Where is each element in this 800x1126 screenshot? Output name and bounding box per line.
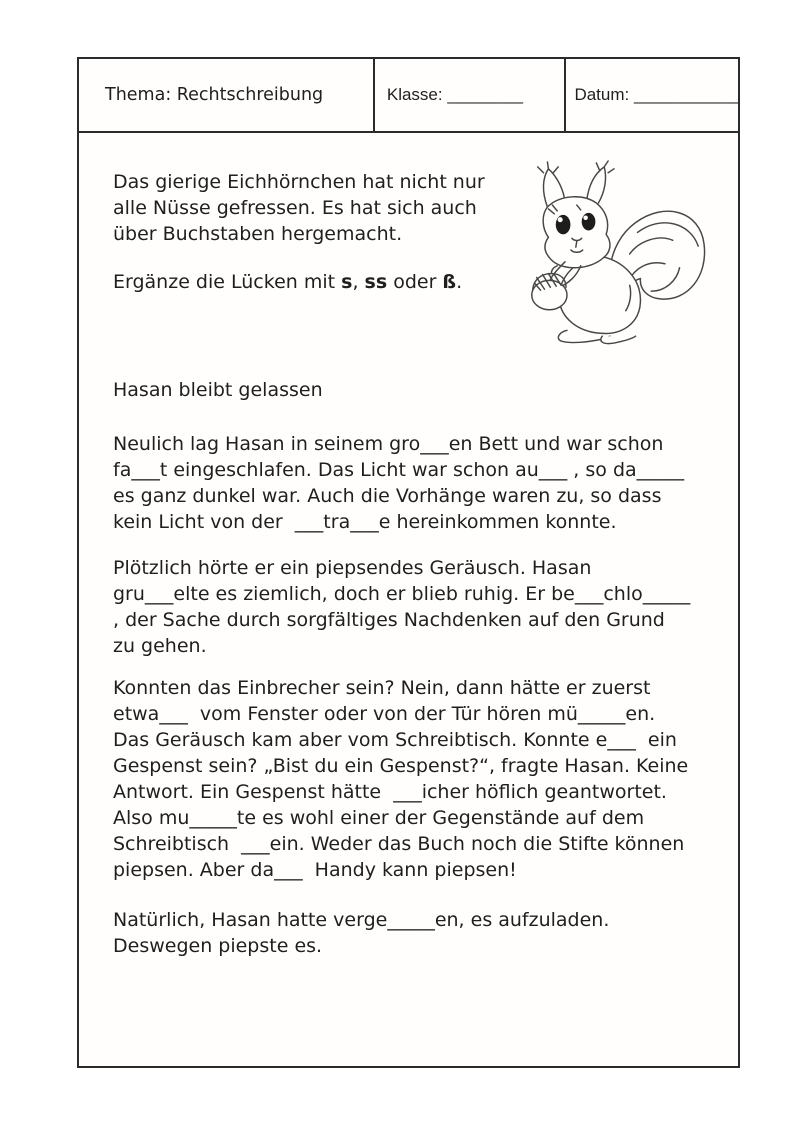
worksheet-page (77, 57, 740, 1068)
option-ss: ss (364, 271, 388, 293)
option-eszett: ß (442, 271, 457, 293)
header-cell-datum (564, 59, 738, 131)
text-line: Antwort. Ein Gespenst hätte ___icher höflich geantwortet. (113, 781, 667, 803)
text-line: Also mu_____te es wohl einer der Gegenstände auf dem (113, 807, 645, 829)
story-title: Hasan bleibt gelassen (113, 379, 323, 401)
story-paragraph-4 (113, 907, 738, 959)
header-cell-klasse (373, 59, 565, 131)
instruction-text: , (352, 271, 365, 293)
story-paragraph-3 (113, 675, 738, 883)
squirrel-illustration (515, 160, 713, 346)
option-s: s (341, 271, 353, 293)
text-line: etwa___ vom Fenster oder von der Tür hören mü_____en. (113, 703, 656, 725)
klasse-label: Klasse: (386, 85, 448, 104)
worksheet-body (79, 133, 738, 1066)
text-line: Das Geräusch kam aber vom Schreibtisch. Konnte e___ ein (113, 729, 677, 751)
thema-label: Thema: Rechtschreibung (105, 85, 324, 105)
text-line: über Buchstaben hergemacht. (113, 223, 403, 245)
worksheet-header (79, 59, 738, 133)
header-cell-thema (79, 59, 373, 131)
text-line: gru___elte es ziemlich, doch er blieb ruhig. Er be___chlo_____ (113, 583, 691, 605)
datum-blank: ___________ (633, 85, 738, 104)
text-line: Das gierige Eichhörnchen hat nicht nur (113, 171, 485, 193)
text-line: es ganz dunkel war. Auch die Vorhänge waren zu, so dass (113, 485, 662, 507)
text-line: fa___t eingeschlafen. Das Licht war schon au___ , so da_____ (113, 459, 685, 481)
text-line: Natürlich, Hasan hatte verge_____en, es aufzuladen. (113, 909, 610, 931)
text-line: , der Sache durch sorgfältiges Nachdenken auf den Grund (113, 609, 665, 631)
instruction-text: oder (387, 271, 443, 293)
story-paragraph-1 (113, 431, 738, 535)
text-line: zu gehen. (113, 635, 207, 657)
text-line: piepsen. Aber da___ Handy kann piepsen! (113, 859, 517, 881)
text-line: Gespenst sein? „Bist du ein Gespenst?“, fragte Hasan. Keine (113, 755, 689, 777)
text-line: kein Licht von der ___tra___e hereinkommen konnte. (113, 511, 617, 533)
text-line: Neulich lag Hasan in seinem gro___en Bett und war schon (113, 433, 664, 455)
instruction-text: . (456, 271, 463, 293)
text-line: alle Nüsse gefressen. Es hat sich auch (113, 197, 477, 219)
datum-label: Datum: (574, 85, 634, 104)
text-line: Deswegen piepste es. (113, 935, 323, 957)
instruction-text: Ergänze die Lücken mit (113, 271, 342, 293)
text-line: Konnten das Einbrecher sein? Nein, dann hätte er zuerst (113, 677, 651, 699)
klasse-blank: ________ (447, 85, 523, 104)
story-paragraph-2 (113, 555, 738, 659)
text-line: Schreibtisch ___ein. Weder das Buch noch die Stifte können (113, 833, 685, 855)
text-line: Plötzlich hörte er ein piepsendes Geräusch. Hasan (113, 557, 592, 579)
